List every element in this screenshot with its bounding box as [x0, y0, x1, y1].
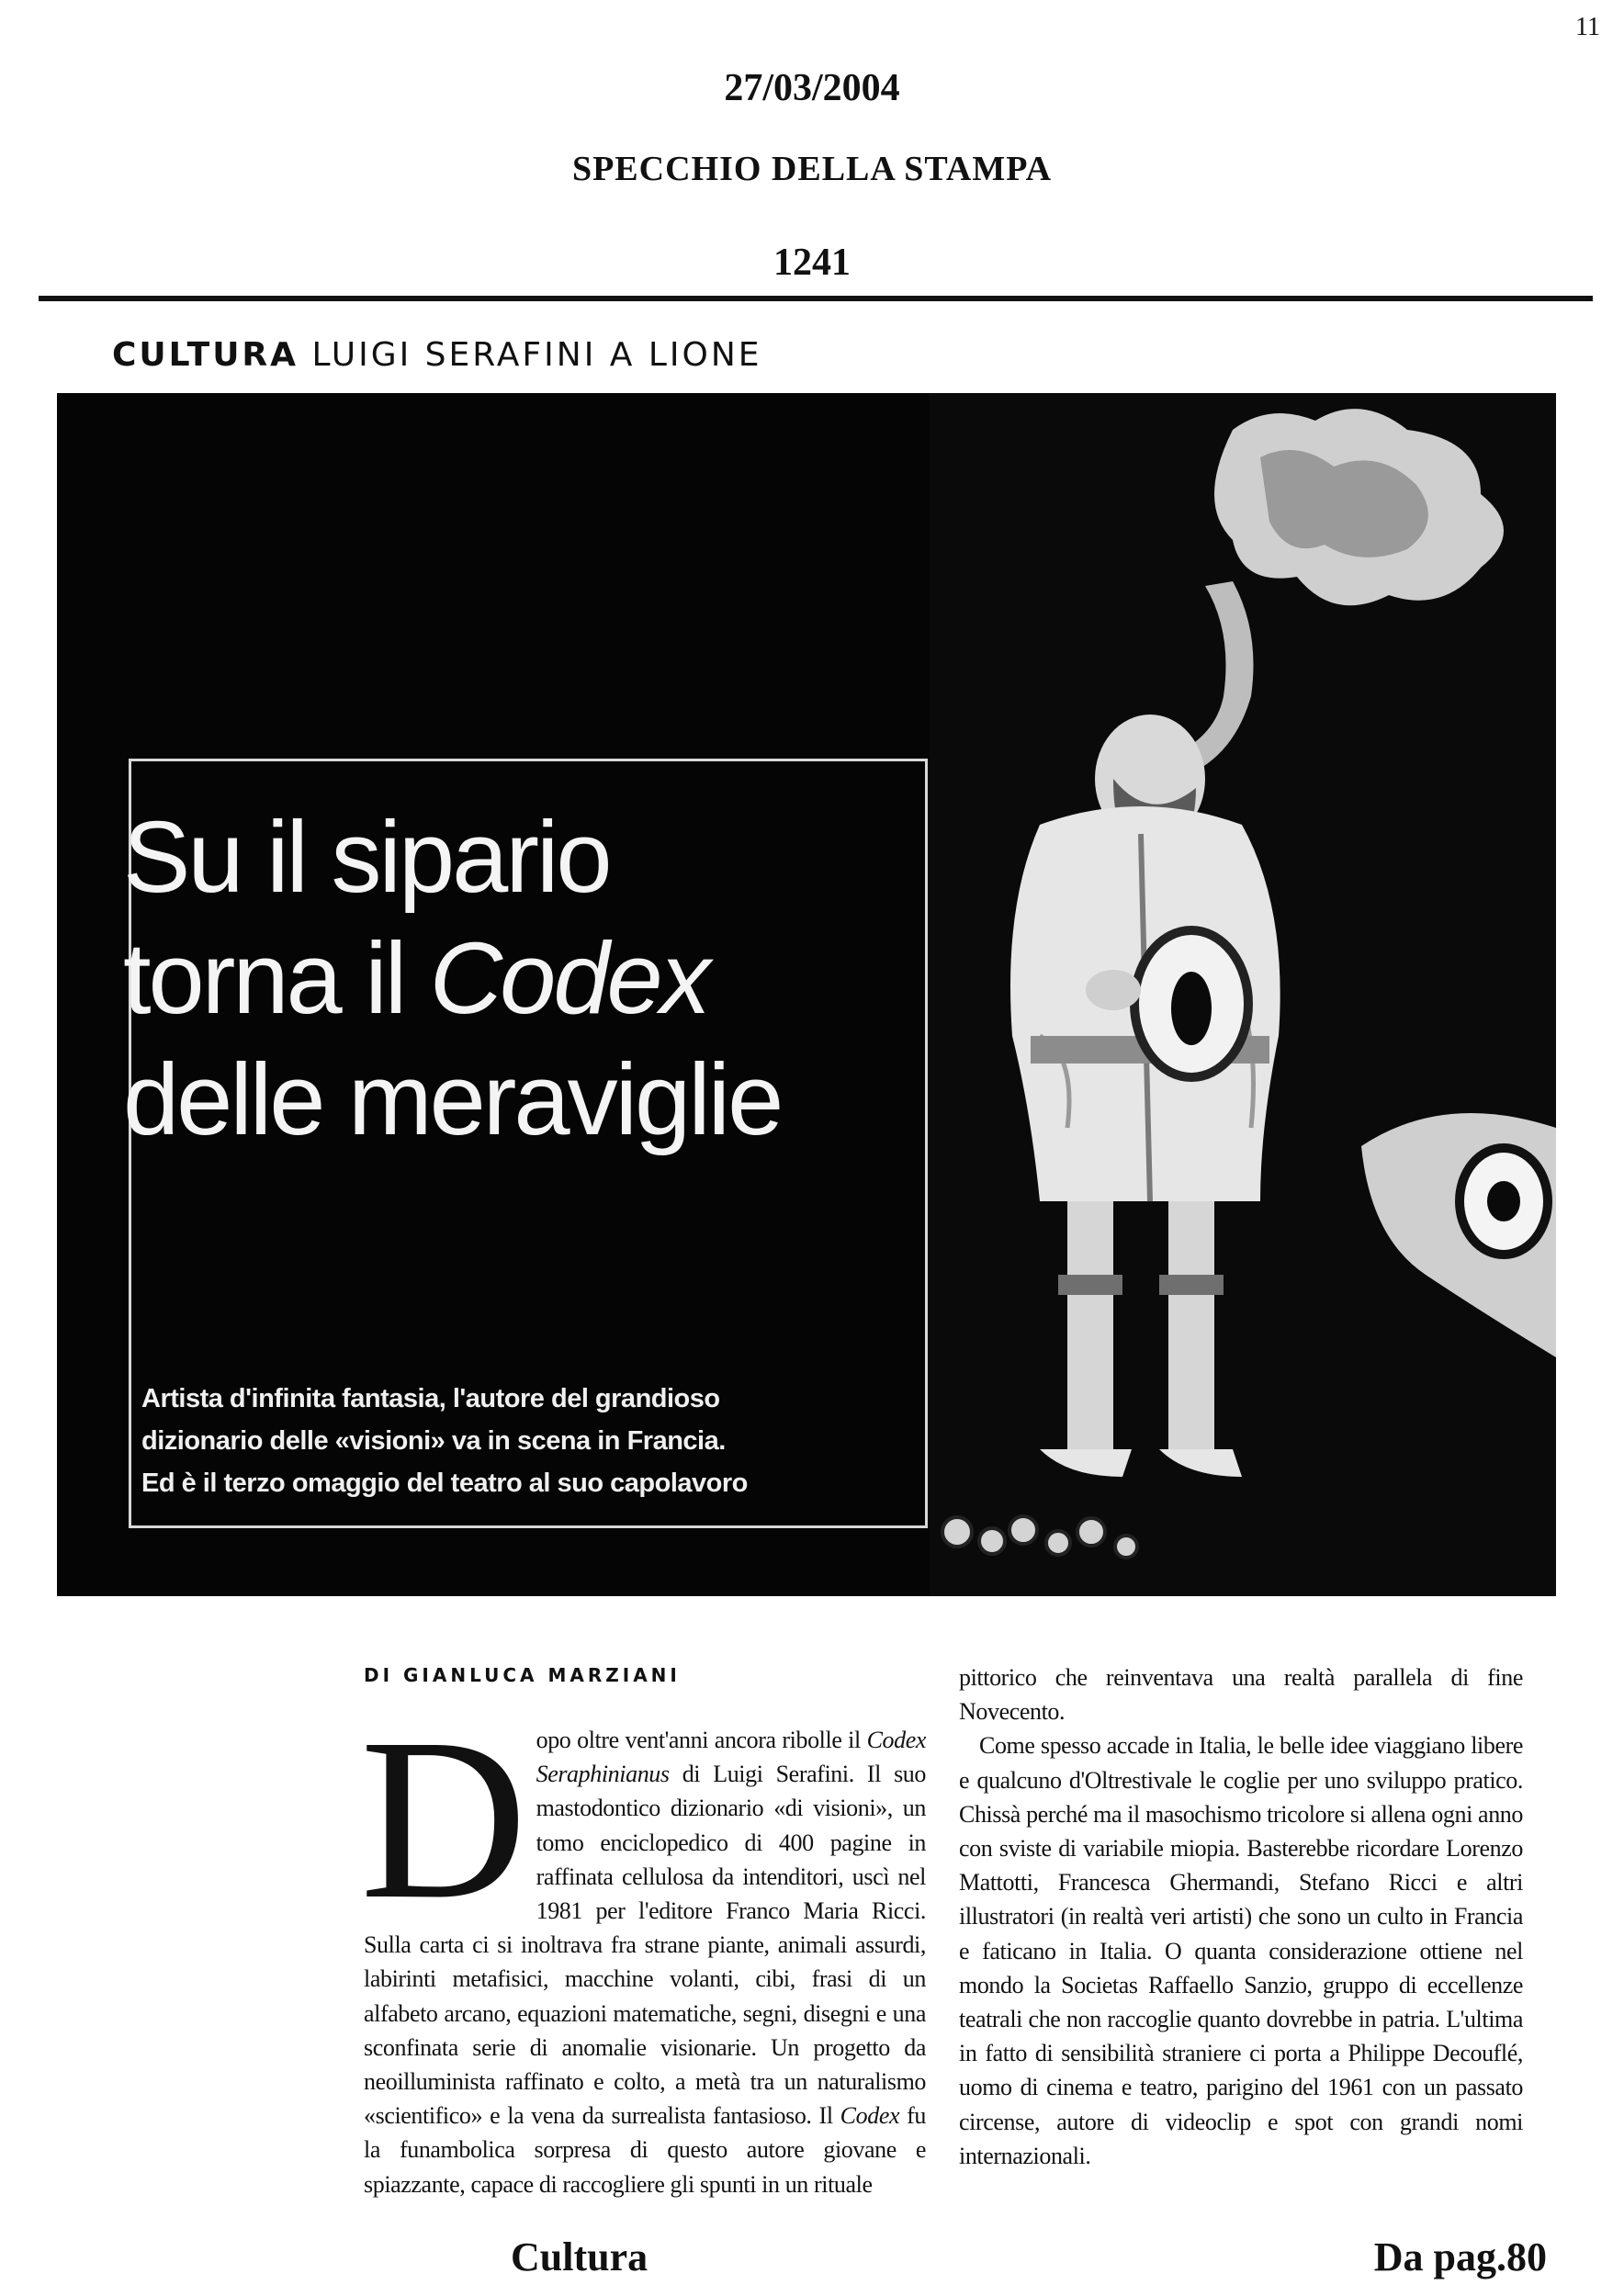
article-column-2: [959, 1660, 1523, 2173]
press-code: 1241: [773, 242, 851, 284]
headline-line-3: delle meraviglie: [123, 1043, 782, 1156]
p1-codex-title: Codex Seraphinianus: [536, 1727, 926, 1788]
header-rule: [39, 296, 1593, 301]
p1-text-e: fu la funambolica sorpresa di questo autore giovane e spiazzante, capace di raccogliere gli spunti in un rituale: [364, 2102, 926, 2198]
paragraph-2: Come spesso accade in Italia, le belle idee viaggiano libere e qualcuno d'Oltrestivale le coglie per uno sviluppo pratico. Chissà perché ma il masochismo tricolore si allena ogni anno con sviste di variabile miopia. Basterebbe ricordare Lorenzo Mattotti, Francesca Ghermandi, Stefano Ricci e altri illustratori (in realtà veri artisti) che sono un culto in Francia e faticano in Italia. O quanta considerazione ottiene nel mondo la Societas Raffaello Sanzio, gruppo di eccellenze teatrali che non raccoglie quanto dovrebbe in patria. L'ultima in fatto di sensibilità straniere ci porta a Philippe Decouflé, uomo di cinema e teatro, parigino del 1961 con un passato circense, autore di videoclip e spot con grandi nomi internazionali.: [959, 1732, 1523, 2169]
press-source: SPECCHIO DELLA STAMPA: [571, 150, 1053, 188]
footer-section: Cultura: [511, 2234, 648, 2279]
headline: [123, 797, 950, 1161]
p1-text-a: opo oltre vent'anni ancora ribolle il: [536, 1727, 867, 1753]
section-line: [112, 336, 762, 374]
deck-line-2: dizionario delle «visioni» va in scena in Francia.: [141, 1426, 726, 1456]
section-topic: LUIGI SERAFINI A LIONE: [311, 336, 762, 374]
deck-line-1: Artista d'infinita fantasia, l'autore del grandioso: [141, 1384, 720, 1413]
byline: DI GIANLUCA MARZIANI: [364, 1664, 681, 1686]
headline-line-2: torna il: [123, 922, 430, 1035]
deck-line-3: Ed è il terzo omaggio del teatro al suo capolavoro: [141, 1469, 748, 1498]
article-column-1: [360, 1690, 926, 2201]
section-name: CULTURA: [112, 336, 299, 374]
codex-illustration: [930, 393, 1556, 1596]
drop-cap: D: [360, 1690, 527, 1947]
paragraph-1: [360, 1690, 926, 2201]
p1-codex: Codex: [840, 2102, 900, 2130]
footer-page-ref: Da pag.80: [1373, 2234, 1547, 2279]
deck: [141, 1378, 931, 1504]
paragraph-1-continued: pittorico che reinventava una realtà parallela di fine Novecento.: [959, 1664, 1523, 1726]
hero-image: [57, 393, 1556, 1596]
headline-line-1: Su il sipario: [123, 801, 610, 914]
page-number: 11: [1575, 13, 1600, 41]
p1-text-c: di Luigi Serafini. Il suo mastodontico dizionario «di visioni», un tomo enciclopedico di 400 pagine in raffinata cellulosa da intenditori, uscì nel 1981 per l'editore Franco Maria Ricci. Sulla carta ci si inoltrava fra strane piante, animali assurdi, labirinti metafisici, macchine volanti, cibi, frasi di un alfabeto arcano, equazioni matematiche, segni, disegni e una sconfinata serie di anomalie visionarie. Un progetto da neoilluminista raffinato e colto, a metà tra un naturalismo «scientifico» e la vena da surrealista fantasioso. Il: [364, 1761, 926, 2130]
headline-codex: Codex: [429, 922, 708, 1035]
press-date: 27/03/2004: [724, 67, 900, 109]
